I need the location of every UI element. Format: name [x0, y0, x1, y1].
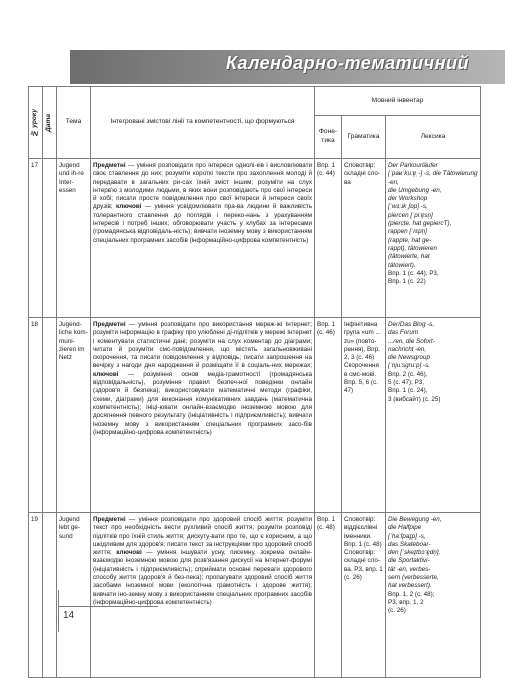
lexis-line: (piercte, hat gepiercT), [388, 220, 452, 228]
lexis-line: [ˈnjuːsɡruːp] -s. [388, 362, 430, 370]
lexis-line: (rappte, hat ge- [388, 236, 432, 244]
key-competencies-text: — уміння усвідомлювати пра-ва людини й важливість толерантного ставлення до поглядів і переко-нань з урахуванням інтересів і потреб інших; обговорювати участь у клубах за інтересами (громадянська відповідаль-ність); вивчати іноземну мову з використанням спеціальних програмних засобів (інформаційно-цифрова компетентність) [93, 203, 312, 244]
lexis-line: hat verbessert). [388, 582, 432, 590]
lesson-phonetics: Впр. 1 (с. 48) [315, 513, 342, 678]
lesson-date [43, 318, 57, 513]
lexis-line: Впр. 2 (с. 46), [388, 370, 428, 378]
lexis-line: (tätowierte, hat [388, 253, 430, 261]
lesson-date [43, 159, 57, 318]
lexis-line: piercen [ˈpiːɐ̯sn̩] [388, 211, 433, 219]
page-number: 14 [63, 610, 75, 621]
key-competencies-text: — розуміння основ медіа-грамотності (громадянська відповідальність), розуміння правил безпеч-ної поведінки онлайн (здоров'я й безпека); використовувати математичні методи (графіки, схеми, діаграми) для виконання комунікативних завдань (математична компетентність); ініці-ювати онлайн-взаємодію іноземною мовою для досягнення певного результату (ініціативність і підприємливість); вивчати іноземну мову з використанням спеціальних програмних засо-бів (інформаційно-цифрова компетентність) [93, 370, 312, 436]
lexis-line: ...ren, die Sofort- [388, 337, 435, 345]
lesson-number: 17 [29, 159, 43, 318]
lexis-line: Der/Das Blog -s, [388, 321, 435, 328]
lexis-line: 5 (с. 47); Р3, [388, 379, 425, 387]
header-date: Дата [43, 87, 57, 159]
lesson-topic: Jugend lebt ge-sund [57, 513, 91, 678]
lexis-line: die Umgebung -en, [388, 186, 442, 194]
header-topic: Тема [57, 87, 91, 159]
lesson-grammar: Інфінітивна група «um ... zu» (повто-рення), Впр. 2, 3 (с. 46) Скорочення в смс-мові. Впр. 5, 6 (с. 47) [342, 318, 386, 513]
lexis-line: tätowiert). [388, 261, 416, 269]
lexis-line: 3 (вибсайт) (с. 25) [388, 395, 441, 403]
lexis-line: rappt), tätowieren [388, 244, 438, 252]
lesson-number: 18 [29, 318, 43, 513]
lesson-competencies [91, 159, 315, 318]
header-integrated-lines: Інтегровані змістові лінії та компетентності, що формуються [91, 87, 315, 159]
lesson-phonetics: Впр. 1 (с. 44) [315, 159, 342, 318]
lexis-line: der Workshop [388, 195, 428, 203]
subject-competencies-text: — уміння розповідати про інтереси однолі-ків і висловлювати своє ставлення до них; розуміти короткі тексти про захоплення молоді й передавати в загальних ри-сах їхній зміст іншим; розуміти на слух інтерв'ю з молодими людьми, в яких вони розповідають про свої інтереси й хобі; писати просте повідомлення про свої інтереси й інтереси своїх друзів; [93, 162, 312, 211]
header-grammar: Граматика [342, 116, 386, 159]
lexis-line: das Skateboar- [388, 540, 431, 548]
subject-competencies-label: Предметні [93, 321, 126, 328]
lexis-line: [ˈwɜːɹkˌʃɒp] -s, [388, 203, 428, 211]
lesson-lexis [386, 513, 481, 678]
lexis-line: die Halfpipe [388, 524, 422, 532]
lesson-number: 19 [29, 513, 43, 678]
key-competencies-label: ключові [116, 549, 142, 557]
subject-competencies-text: — уміння розповідати про використання мереж-жі Інтернет; розуміти інформацію в графіку про улюблені ді-підлітків у мережі Інтернет і коментувати статистичні дані; розуміти на слух коментар до діаграми; читати й розуміти смс-повідомлення, що містять загальновживані скорочення, та писати повідомлення у відповідь; писати запрошення на вечірку з нагоди дня народження й розміщати її в соціаль-них мережах; [93, 321, 312, 370]
lexis-line: das Forum [388, 329, 419, 337]
lesson-lexis [386, 318, 481, 513]
lesson-topic: Jugend und ih-re Inter-essen [57, 159, 91, 318]
subject-competencies-text: — уміння розповідати про здоровий спосіб життя; розуміти текст про необхідність вести рухливий спосіб життя; розуміти розповіді підлітків про їхній стиль життя; дискуту-вати про те, що є корисним, а що шкідливим для здоров'я; писати текст за інструкціями про здоровий спосіб життя; [93, 516, 312, 557]
footer-rule [58, 606, 158, 607]
lexis-line: Впр. 1 (с. 22) [388, 278, 426, 286]
lexis-line: Р3, впр. 1, 2 [388, 598, 424, 606]
lexis-line: sern (verbesserte, [388, 574, 439, 582]
lexis-line: [ˈhaːfpaɪ̯p] -s, [388, 532, 426, 540]
header-lexis: Лексика [386, 116, 481, 159]
lesson-grammar: Словотвір: складні сло-ва [342, 159, 386, 318]
lexis-line: Впр. 1 (с. 24), [388, 387, 428, 395]
lesson-topic: Jugend-liche kom-muni-zieren im Netz [57, 318, 91, 513]
lesson-grammar: Словотвір: віддієслівні іменники. Впр. 1 (с. 48) Словотвір: складні сло-ва. Р3, впр. 1 (с. 26) [342, 513, 386, 678]
lesson-competencies [91, 318, 315, 513]
subject-competencies-label: Предметні [93, 162, 126, 169]
lexis-line: Впр. 1, 2 (с. 48); [388, 590, 435, 598]
lesson-phonetics: Впр. 1 (с. 46) [315, 318, 342, 513]
table-row [29, 159, 481, 318]
table-row [29, 318, 481, 513]
header-language-inventory: Мовний інвентар [315, 87, 481, 116]
lexis-line: rappen [ˈrɛpn̩] [388, 228, 427, 236]
subject-competencies-label: Предметні [93, 516, 126, 523]
lexis-line: [ˈpaʁˈkuːɐ̯ˌ-] -s, die Tätowierung -en, [388, 170, 478, 186]
lexis-line: den [ˈskeɪ̯tbɔːɐ̯dn̩], [388, 549, 441, 557]
lexis-line: tät -en, verbes- [388, 565, 431, 573]
header-lesson-number: № уроку [29, 87, 43, 159]
key-competencies-label: ключові [93, 370, 119, 378]
lesson-lexis [386, 159, 481, 318]
lexis-line: (с. 26) [388, 607, 406, 615]
lexis-line: Впр. 1 (с. 44); Р3, [388, 269, 439, 277]
lexis-line: nachricht -en, [388, 345, 427, 353]
page-header-title: Календарно-тематичний [225, 53, 469, 73]
lexis-line: Die Bewegung -en, [388, 516, 442, 523]
header-phonetics: Фоне-тика [315, 116, 342, 159]
lexis-line: die Sportaktivi- [388, 557, 430, 565]
lexis-line: die Newsgroup [388, 354, 431, 362]
lexis-line: Der Parkourläufer [388, 162, 438, 169]
key-competencies-label: ключові [116, 203, 142, 211]
key-competencies-text: — уміння іншувати усну, писемну, зокрема онлайн-взаємодію іноземною мовою для розв'язання дискусії на інтернет-форумі (ініціативність і підприємливість); сприймати основні переваги здорового способу життя (здоров'я й без-пека); пропагувати здоровий спосіб життя засобами іноземної мови (екологічна грамотність і здорове життя); вивчати іно-земну мову з використанням спеціальних програмних засобів (інформаційно-цифрова компетентність) [93, 549, 312, 606]
lesson-date [43, 513, 57, 678]
